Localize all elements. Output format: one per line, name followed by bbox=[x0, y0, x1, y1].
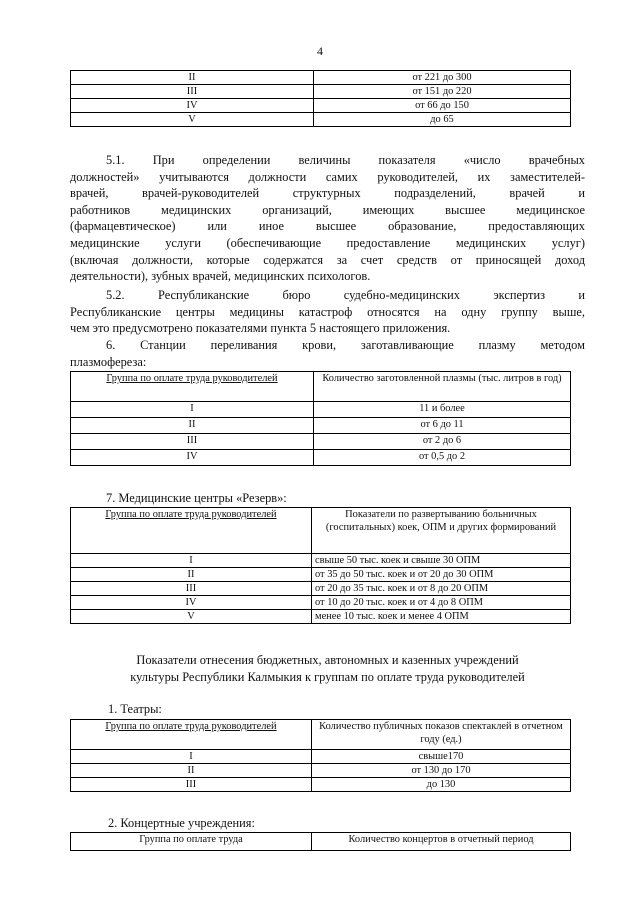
paragraph-5-1 bbox=[70, 152, 585, 285]
value-cell: до 65 bbox=[314, 113, 571, 127]
table-top-continuation bbox=[70, 70, 571, 127]
table-row bbox=[71, 764, 571, 778]
group-cell: IV bbox=[71, 596, 312, 610]
value-cell: от 130 до 170 bbox=[312, 764, 571, 778]
value-cell: от 2 до 6 bbox=[314, 434, 571, 450]
value-cell: свыше 50 тыс. коек и свыше 30 ОПМ bbox=[312, 554, 571, 568]
paragraph-6 bbox=[70, 337, 585, 370]
text-line: 6. Станции переливания крови, заготавливающие плазму методом bbox=[106, 338, 585, 352]
text-line: 5.1. При определении величины показателя «число врачебных bbox=[106, 153, 585, 167]
value-cell: от 10 до 20 тыс. коек и от 4 до 8 ОПМ bbox=[312, 596, 571, 610]
group-cell: II bbox=[71, 71, 314, 85]
header-value-cell: Количество публичных показов спектаклей в отчетном году (ед.) bbox=[312, 720, 571, 750]
table-row bbox=[71, 750, 571, 764]
text-line: работников медицинских организаций, имеющих высшее медицинское bbox=[70, 202, 585, 217]
text-line: Республиканские центры медицины катастроф относятся на одну группу выше, bbox=[70, 304, 585, 319]
table-row bbox=[71, 450, 571, 466]
group-cell: III bbox=[71, 778, 312, 792]
group-cell: II bbox=[71, 568, 312, 582]
text-line: медицинские услуги (обеспечивающие предоставление медицинских услуг) bbox=[70, 235, 585, 250]
table-row bbox=[71, 596, 571, 610]
value-cell: от 6 до 11 bbox=[314, 418, 571, 434]
group-cell: V bbox=[71, 610, 312, 624]
value-cell: 11 и более bbox=[314, 402, 571, 418]
table-row bbox=[71, 113, 571, 127]
table-row bbox=[71, 568, 571, 582]
table-header-row bbox=[71, 372, 571, 402]
subheading-concerts: 2. Концертные учреждения: bbox=[108, 816, 255, 830]
text-line: плазмофереза: bbox=[70, 354, 147, 369]
header-value-cell: Количество концертов в отчетный период bbox=[312, 833, 571, 851]
table-row bbox=[71, 434, 571, 450]
heading-line: культуры Республики Калмыкия к группам по оплате труда руководителей bbox=[130, 670, 525, 684]
table-row bbox=[71, 418, 571, 434]
text-line: 7. Медицинские центры «Резерв»: bbox=[106, 491, 287, 505]
table-row bbox=[71, 71, 571, 85]
value-cell: от 0,5 до 2 bbox=[314, 450, 571, 466]
value-cell: свыше170 bbox=[312, 750, 571, 764]
header-value-cell: Количество заготовленной плазмы (тыс. литров в год) bbox=[314, 372, 571, 402]
value-cell: от 35 до 50 тыс. коек и от 20 до 30 ОПМ bbox=[312, 568, 571, 582]
text-line: должностей» учитываются должности самих руководителей, их заместителей- bbox=[70, 169, 585, 184]
header-group-cell: Группа по оплате труда руководителей bbox=[71, 720, 312, 750]
header-group-cell: Группа по оплате труда руководителей bbox=[71, 372, 314, 402]
header-value-cell: Показатели по развертыванию больничных (госпитальных) коек, ОПМ и других формирований bbox=[312, 508, 571, 554]
group-cell: III bbox=[71, 85, 314, 99]
group-cell: III bbox=[71, 582, 312, 596]
table-header-row bbox=[71, 833, 571, 851]
table-row bbox=[71, 582, 571, 596]
text-line: 5.2. Республиканские бюро судебно-медицинских экспертиз и bbox=[106, 288, 585, 302]
table-header-row bbox=[71, 508, 571, 554]
page-number: 4 bbox=[317, 44, 323, 58]
value-cell: от 66 до 150 bbox=[314, 99, 571, 113]
table-row bbox=[71, 85, 571, 99]
text-line: (фармацевтическое) или иное высшее образование, предоставляющих bbox=[70, 219, 585, 234]
paragraph-7 bbox=[70, 490, 585, 507]
text-line: (включая должности, которые содержатся за счет средств от приносящей доход bbox=[70, 252, 585, 267]
table-reserve bbox=[70, 507, 571, 624]
value-cell: до 130 bbox=[312, 778, 571, 792]
group-cell: III bbox=[71, 434, 314, 450]
header-group-cell: Группа по оплате труда руководителей bbox=[71, 508, 312, 554]
subheading-theatres: 1. Театры: bbox=[108, 702, 162, 716]
table-row bbox=[71, 610, 571, 624]
heading-line: Показатели отнесения бюджетных, автономных и казенных учреждений bbox=[136, 653, 519, 667]
group-cell: I bbox=[71, 402, 314, 418]
group-cell: I bbox=[71, 554, 312, 568]
text-line: деятельности), зубных врачей, медицинских психологов. bbox=[70, 269, 371, 284]
group-cell: V bbox=[71, 113, 314, 127]
table-concerts bbox=[70, 832, 571, 851]
table-header-row bbox=[71, 720, 571, 750]
text-line: чем это предусмотрено показателями пункта 5 настоящего приложения. bbox=[70, 321, 451, 336]
table-row bbox=[71, 99, 571, 113]
group-cell: II bbox=[71, 418, 314, 434]
text-line: врачей, врачей-руководителей структурных подразделений, врачей и bbox=[70, 186, 585, 201]
table-theatres bbox=[70, 719, 571, 792]
value-cell: от 221 до 300 bbox=[314, 71, 571, 85]
table-row bbox=[71, 554, 571, 568]
group-cell: IV bbox=[71, 450, 314, 466]
group-cell: IV bbox=[71, 99, 314, 113]
table-row bbox=[71, 402, 571, 418]
value-cell: менее 10 тыс. коек и менее 4 ОПМ bbox=[312, 610, 571, 624]
group-cell: I bbox=[71, 750, 312, 764]
table-plasma bbox=[70, 371, 571, 466]
section-heading-culture bbox=[70, 652, 585, 686]
paragraph-5-2 bbox=[70, 287, 585, 337]
header-group-cell: Группа по оплате труда bbox=[71, 833, 312, 851]
table-row bbox=[71, 778, 571, 792]
value-cell: от 151 до 220 bbox=[314, 85, 571, 99]
group-cell: II bbox=[71, 764, 312, 778]
value-cell: от 20 до 35 тыс. коек и от 8 до 20 ОПМ bbox=[312, 582, 571, 596]
